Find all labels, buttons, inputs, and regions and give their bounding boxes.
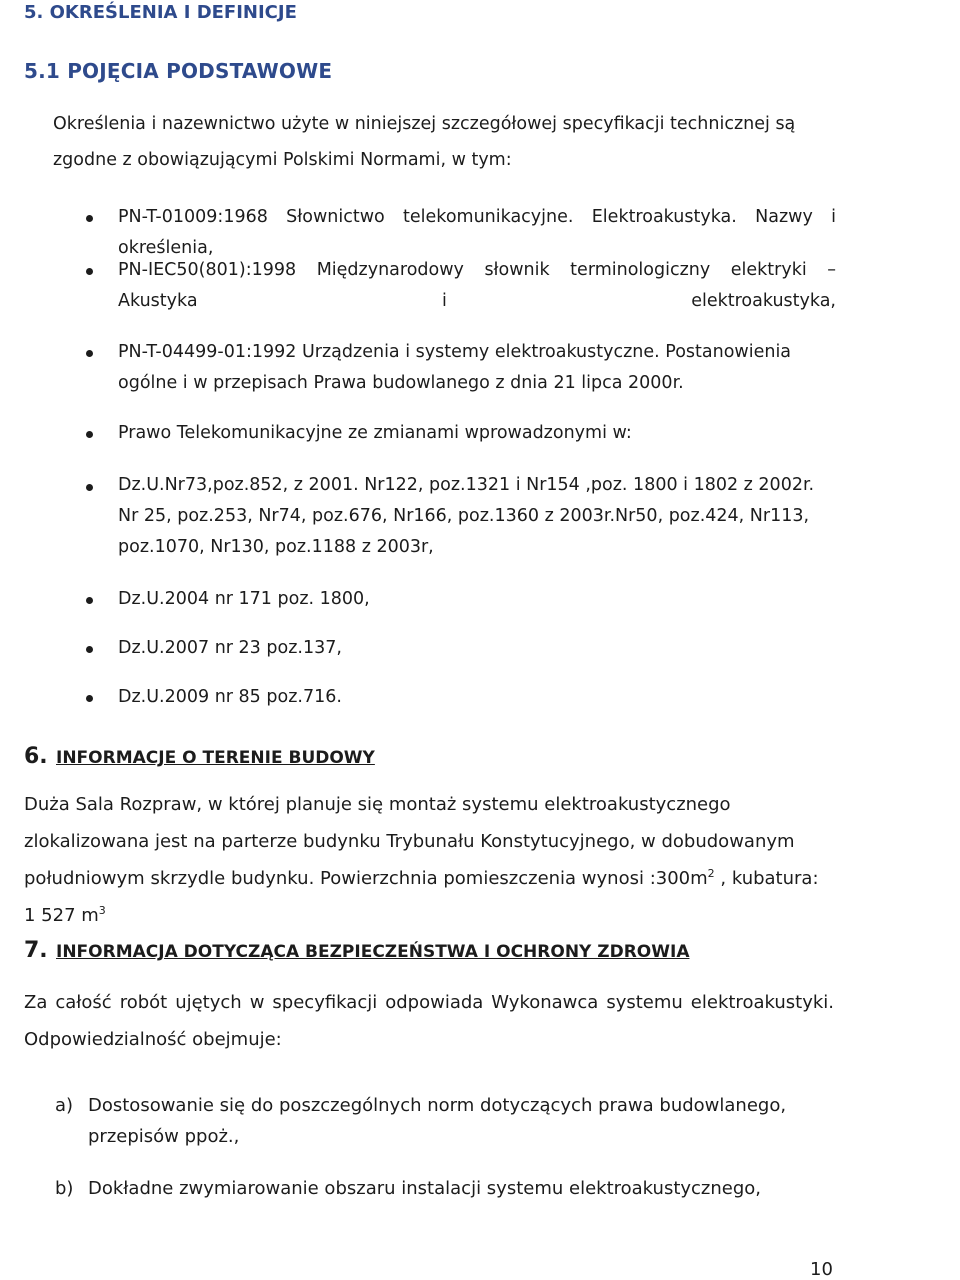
list-item: PN-T-04499-01:1992 Urządzenia i systemy elektroakustyczne. Postanowienia ogólne i w przepisach Prawa budowlanego z dnia 21 lipca 2000r. bbox=[118, 342, 792, 393]
intro-paragraph: Określenia i nazewnictwo użyte w niniejszej szczegółowej specyfikacji technicznej są zgodne z obowiązującymi Polskimi Normami, w tym: bbox=[53, 114, 796, 170]
list-letter: b) bbox=[55, 1178, 74, 1199]
section-5-heading: 5. OKREŚLENIA I DEFINICJE bbox=[24, 2, 297, 23]
section-6-text: Duża Sala Rozpraw, w której planuje się montaż systemu elektroakustycznego zlokalizowana jest na parterze budynku Trybunału Konstytucyjnego, w dobudowanym południowym skrzydle budynku. Powierzchnia pomieszczenia wynosi :300m bbox=[24, 794, 795, 889]
list-item: Dz.U.2009 nr 85 poz.716. bbox=[118, 687, 342, 707]
list-item: Dz.U.Nr73,poz.852, z 2001. Nr122, poz.1321 i Nr154 ,poz. 1800 i 1802 z 2002r. Nr 25, poz.253, Nr74, poz.676, Nr166, poz.1360 z 2003r.Nr50, poz.424, Nr113, poz.1070, Nr130, poz.1188 z 2003r, bbox=[118, 475, 815, 557]
bullet-icon bbox=[86, 215, 93, 222]
section-7-paragraph: Za całość robót ujętych w specyfikacji odpowiada Wykonawca systemu elektroakustyki. Odpowiedzialność obejmuje: bbox=[24, 992, 834, 1050]
section-6-text-volume: , kubatura: 1 527 m bbox=[24, 868, 819, 926]
bullet-icon bbox=[86, 597, 93, 604]
bullet-icon bbox=[86, 350, 93, 357]
section-6-number: 6. bbox=[24, 744, 48, 769]
volume-unit-superscript: 3 bbox=[98, 904, 106, 917]
section-6-paragraph bbox=[24, 786, 834, 934]
bullet-icon bbox=[86, 268, 93, 275]
list-item: PN-T-01009:1968 Słownictwo telekomunikacyjne. Elektroakustyka. Nazwy i określenia, bbox=[118, 207, 836, 258]
section-6-title: INFORMACJE O TERENIE BUDOWY bbox=[56, 748, 375, 768]
list-item: Dz.U.2007 nr 23 poz.137, bbox=[118, 638, 342, 658]
list-item: Dostosowanie się do poszczególnych norm dotyczących prawa budowlanego, przepisów ppoż., bbox=[88, 1095, 787, 1147]
list-item: Dz.U.2004 nr 171 poz. 1800, bbox=[118, 589, 370, 609]
page-number: 10 bbox=[810, 1259, 833, 1280]
bullet-icon bbox=[86, 646, 93, 653]
bullet-icon bbox=[86, 695, 93, 702]
section-5-1-heading: 5.1 POJĘCIA PODSTAWOWE bbox=[24, 59, 333, 83]
area-unit-superscript: 2 bbox=[707, 867, 715, 880]
list-item: Prawo Telekomunikacyjne ze zmianami wprowadzonymi w: bbox=[118, 423, 632, 443]
section-7-number: 7. bbox=[24, 938, 48, 963]
list-item: PN-IEC50(801):1998 Międzynarodowy słownik terminologiczny elektryki – Akustyka i elektroakustyka, bbox=[118, 260, 836, 311]
list-letter: a) bbox=[55, 1095, 74, 1116]
bullet-icon bbox=[86, 484, 93, 491]
bullet-icon bbox=[86, 431, 93, 438]
list-item: Dokładne zwymiarowanie obszaru instalacji systemu elektroakustycznego, bbox=[88, 1178, 762, 1199]
section-7-title: INFORMACJA DOTYCZĄCA BEZPIECZEŃSTWA I OCHRONY ZDROWIA bbox=[56, 942, 690, 962]
